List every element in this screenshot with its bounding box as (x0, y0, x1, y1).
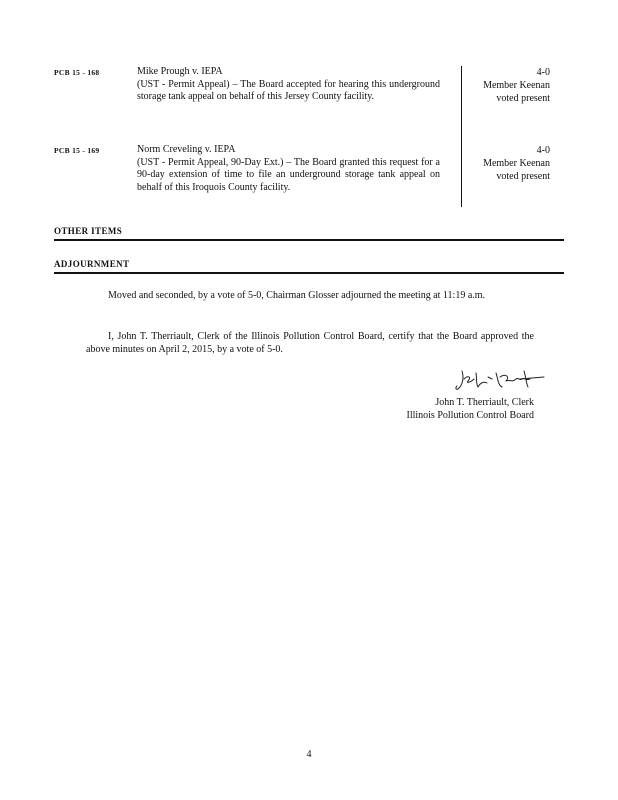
case-description (137, 66, 440, 104)
case-docket-number: PCB 15 - 168 (54, 68, 100, 77)
vote-note: Member Keenan (483, 158, 550, 169)
section-heading-adjournment: ADJOURNMENT (54, 259, 130, 269)
vote-note: voted present (496, 171, 550, 182)
handwritten-signature (454, 367, 548, 393)
section-rule (54, 239, 564, 241)
section-heading-other-items: OTHER ITEMS (54, 226, 123, 236)
vote-note: voted present (496, 93, 550, 104)
case-summary: (UST - Permit Appeal, 90-Day Ext.) – The Board granted this request for a 90-day extension of time to file an underground storage tank appeal on behalf of this Iroquois County facility. (137, 156, 440, 193)
vote-count: 4-0 (536, 145, 550, 156)
case-list (54, 66, 562, 216)
vote-count: 4-0 (536, 67, 550, 78)
column-divider (461, 66, 462, 207)
case-item (54, 66, 562, 144)
case-title: Mike Prough v. IEPA (137, 66, 223, 77)
case-vote (466, 144, 550, 183)
certification-paragraph: I, John T. Therriault, Clerk of the Illinois Pollution Control Board, certify that the Board approved the above minutes on April 2, 2015, by a vote of 5-0. (86, 331, 534, 355)
case-docket-number: PCB 15 - 169 (54, 146, 100, 155)
signatory-name: John T. Therriault, Clerk (435, 397, 534, 408)
adjournment-paragraph: Moved and seconded, by a vote of 5-0, Chairman Glosser adjourned the meeting at 11:19 a.m. (108, 290, 486, 301)
case-title: Norm Creveling v. IEPA (137, 144, 236, 155)
vote-note: Member Keenan (483, 80, 550, 91)
case-vote (466, 66, 550, 105)
page-number: 4 (306, 749, 312, 760)
case-description (137, 144, 440, 194)
case-summary: (UST - Permit Appeal) – The Board accepted for hearing this underground storage tank appeal on behalf of this Jersey County facility. (137, 78, 440, 102)
signatory-organization: Illinois Pollution Control Board (406, 410, 534, 421)
case-item (54, 144, 562, 216)
signature-block (370, 396, 534, 422)
section-rule (54, 272, 564, 274)
